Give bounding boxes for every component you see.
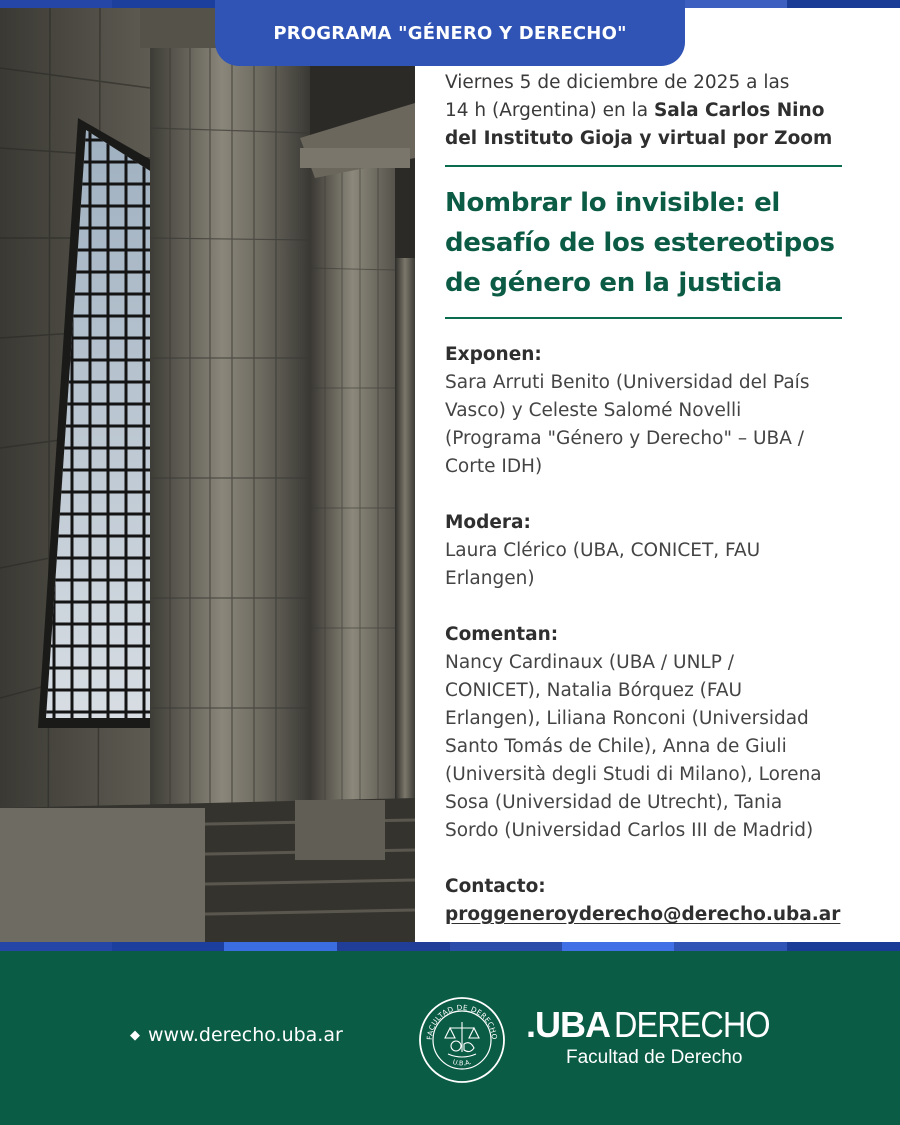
commentators-heading: Comentan: (445, 624, 559, 645)
contact-heading: Contacto: (445, 876, 546, 897)
program-name: PROGRAMA "GÉNERO Y DERECHO" (273, 22, 627, 44)
moderator-line: Laura Clérico (UBA, CONICET, FAU (445, 540, 761, 561)
venue-detail: del Instituto Gioja y virtual por Zoom (445, 128, 833, 149)
logo-uba: .UBA (526, 1004, 610, 1045)
speakers-heading: Exponen: (445, 344, 542, 365)
event-title (445, 183, 865, 303)
moderator-section (445, 509, 865, 593)
moderator-line: Erlangen) (445, 568, 535, 589)
venue-name: Sala Carlos Nino (653, 100, 825, 121)
date-line-1: Viernes 5 de diciembre de 2025 a las (445, 72, 790, 93)
logo-derecho: DERECHO (614, 1004, 770, 1045)
moderator-list (445, 537, 865, 593)
website-link[interactable] (130, 1024, 343, 1046)
logo-wordmark (526, 1004, 787, 1046)
svg-text:U.B.A.: U.B.A. (451, 1057, 473, 1068)
speakers-line: Vasco) y Celeste Salomé Novelli (445, 400, 742, 421)
commentators-line: Sordo (Universidad Carlos III de Madrid) (445, 820, 814, 841)
commentators-line: Nancy Cardinaux (UBA / UNLP / (445, 652, 734, 673)
commentators-line: Sosa (Universidad de Utrecht), Tania (445, 792, 783, 813)
date-line-2-text: 14 h (Argentina) en la (445, 100, 654, 121)
uba-derecho-logo (526, 1004, 787, 1069)
moderator-heading: Modera: (445, 512, 531, 533)
commentators-list (445, 649, 865, 845)
commentators-line: CONICET), Natalia Bórquez (FAU (445, 680, 743, 701)
website-text: www.derecho.uba.ar (148, 1024, 343, 1046)
diamond-bullet-icon: ◆ (130, 1027, 140, 1043)
divider-bottom (445, 317, 842, 319)
speakers-line: Sara Arruti Benito (Universidad del País (445, 372, 810, 393)
speakers-line: (Programa "Género y Derecho" – UBA / (445, 428, 804, 449)
date-line-2 (445, 97, 865, 125)
contact-section (445, 873, 865, 929)
commentators-line: (Università degli Studi di Milano), Lorena (445, 764, 822, 785)
title-line-2: desafío de los estereotipos (445, 228, 835, 258)
faculty-seal-icon (418, 996, 506, 1084)
event-date-location (445, 69, 865, 153)
speakers-list (445, 369, 865, 481)
divider-top (445, 165, 842, 167)
event-content (445, 66, 865, 929)
program-tab (215, 0, 685, 66)
title-line-3: de género en la justicia (445, 268, 783, 298)
commentators-line: Erlangen), Liliana Ronconi (Universidad (445, 708, 809, 729)
bottom-color-strip (0, 942, 900, 951)
courthouse-columns-photo (0, 8, 415, 943)
title-line-1: Nombrar lo invisible: el (445, 188, 781, 218)
speakers-section (445, 341, 865, 481)
contact-email-link[interactable]: proggeneroyderecho@derecho.uba.ar (445, 904, 841, 925)
speakers-line: Corte IDH) (445, 456, 543, 477)
commentators-line: Santo Tomás de Chile), Anna de Giuli (445, 736, 787, 757)
logo-subtitle: Facultad de Derecho (566, 1047, 743, 1068)
svg-text:FACULTAD DE DERECHO: FACULTAD DE DERECHO (424, 1002, 500, 1041)
commentators-section (445, 621, 865, 845)
date-line-3 (445, 125, 865, 153)
